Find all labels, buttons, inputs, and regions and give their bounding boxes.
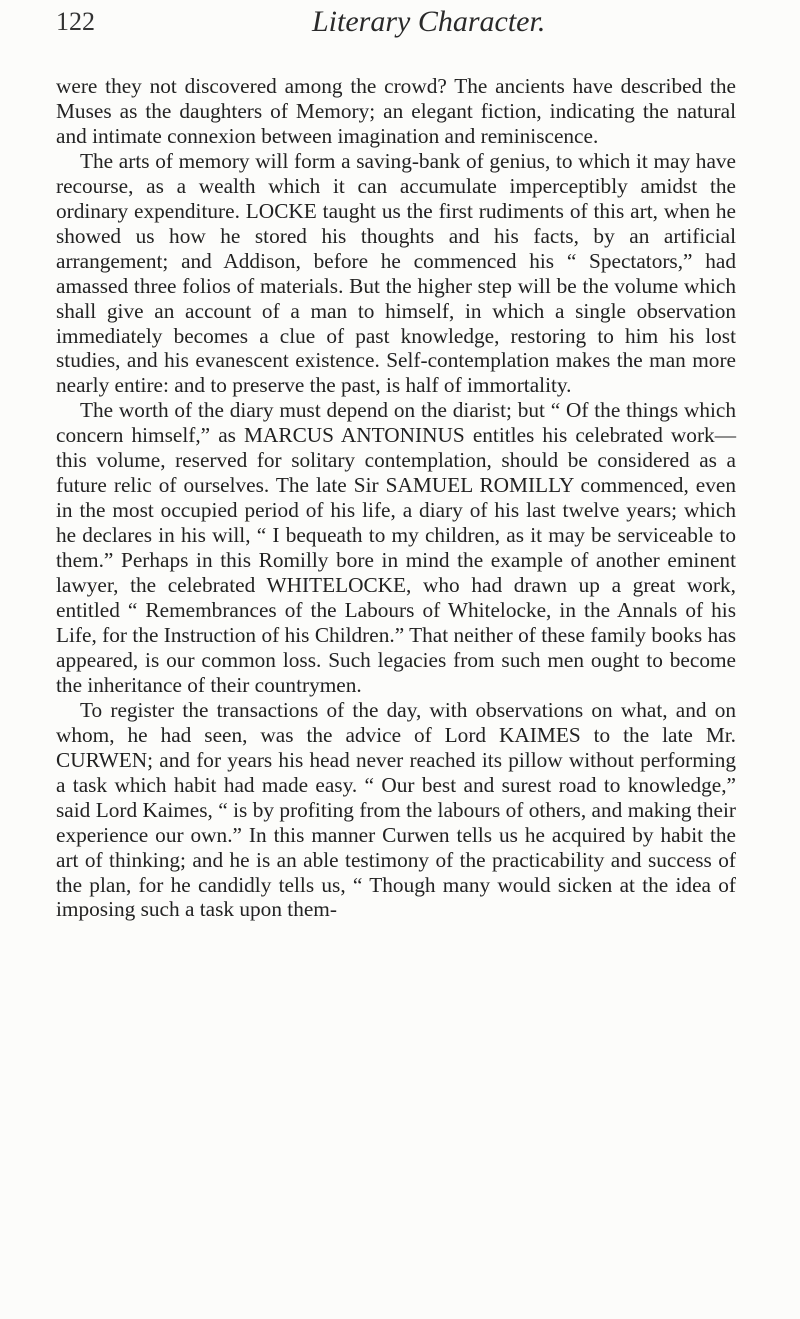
paragraph-2: The arts of memory will form a saving-bank of genius, to which it may have recourse, as a wealth which it can accumulate imperceptibly amidst the ordinary expenditure. LOCKE taught us the first rudiments of this art, when he showed us how he stored his thoughts and his facts, by an artificial arrangement; and Addison, before he commenced his “ Spectators,” had amassed three folios of materials. But the higher step will be the volume which shall give an account of a man to himself, in which a single observation immediately becomes a clue of past knowledge, restoring to him his lost studies, and his evanescent existence. Self-contemplation makes the man more nearly entire: and to preserve the past, is half of immortality. [56, 148, 736, 398]
page-number: 122 [56, 7, 95, 36]
running-title: Literary Character. [312, 5, 546, 38]
paragraph-1: were they not discovered among the crowd? The ancients have described the Muses as the daughters of Memory; an elegant fiction, indicating the natural and intimate connexion between imagination and reminiscence. [56, 74, 736, 148]
body-text [56, 74, 736, 922]
paragraph-4: To register the transactions of the day, with observations on what, and on whom, he had seen, was the advice of Lord KAIMES to the late Mr. CURWEN; and for years his head never reached its pillow without performing a task which habit had made easy. “ Our best and surest road to knowledge,” said Lord Kaimes, “ is by profiting from the labours of others, and making their experience our own.” In this manner Curwen tells us he acquired by habit the art of thinking; and he is an able testimony of the practicability and success of the plan, for he candidly tells us, “ Though many would sicken at the idea of imposing such a task upon them- [56, 697, 736, 922]
page-header [56, 2, 756, 52]
paragraph-3: The worth of the diary must depend on the diarist; but “ Of the things which concern himself,” as MARCUS ANTONINUS entitles his celebrated work—this volume, reserved for solitary contemplation, should be considered as a future relic of ourselves. The late Sir SAMUEL ROMILLY commenced, even in the most occupied period of his life, a diary of his last twelve years; which he declares in his will, “ I bequeath to my children, as it may be serviceable to them.” Perhaps in this Romilly bore in mind the example of another eminent lawyer, the celebrated WHITELOCKE, who had drawn up a great work, entitled “ Remembrances of the Labours of Whitelocke, in the Annals of his Life, for the Instruction of his Children.” That neither of these family books has appeared, is our common loss. Such legacies from such men ought to become the inheritance of their countrymen. [56, 398, 736, 697]
